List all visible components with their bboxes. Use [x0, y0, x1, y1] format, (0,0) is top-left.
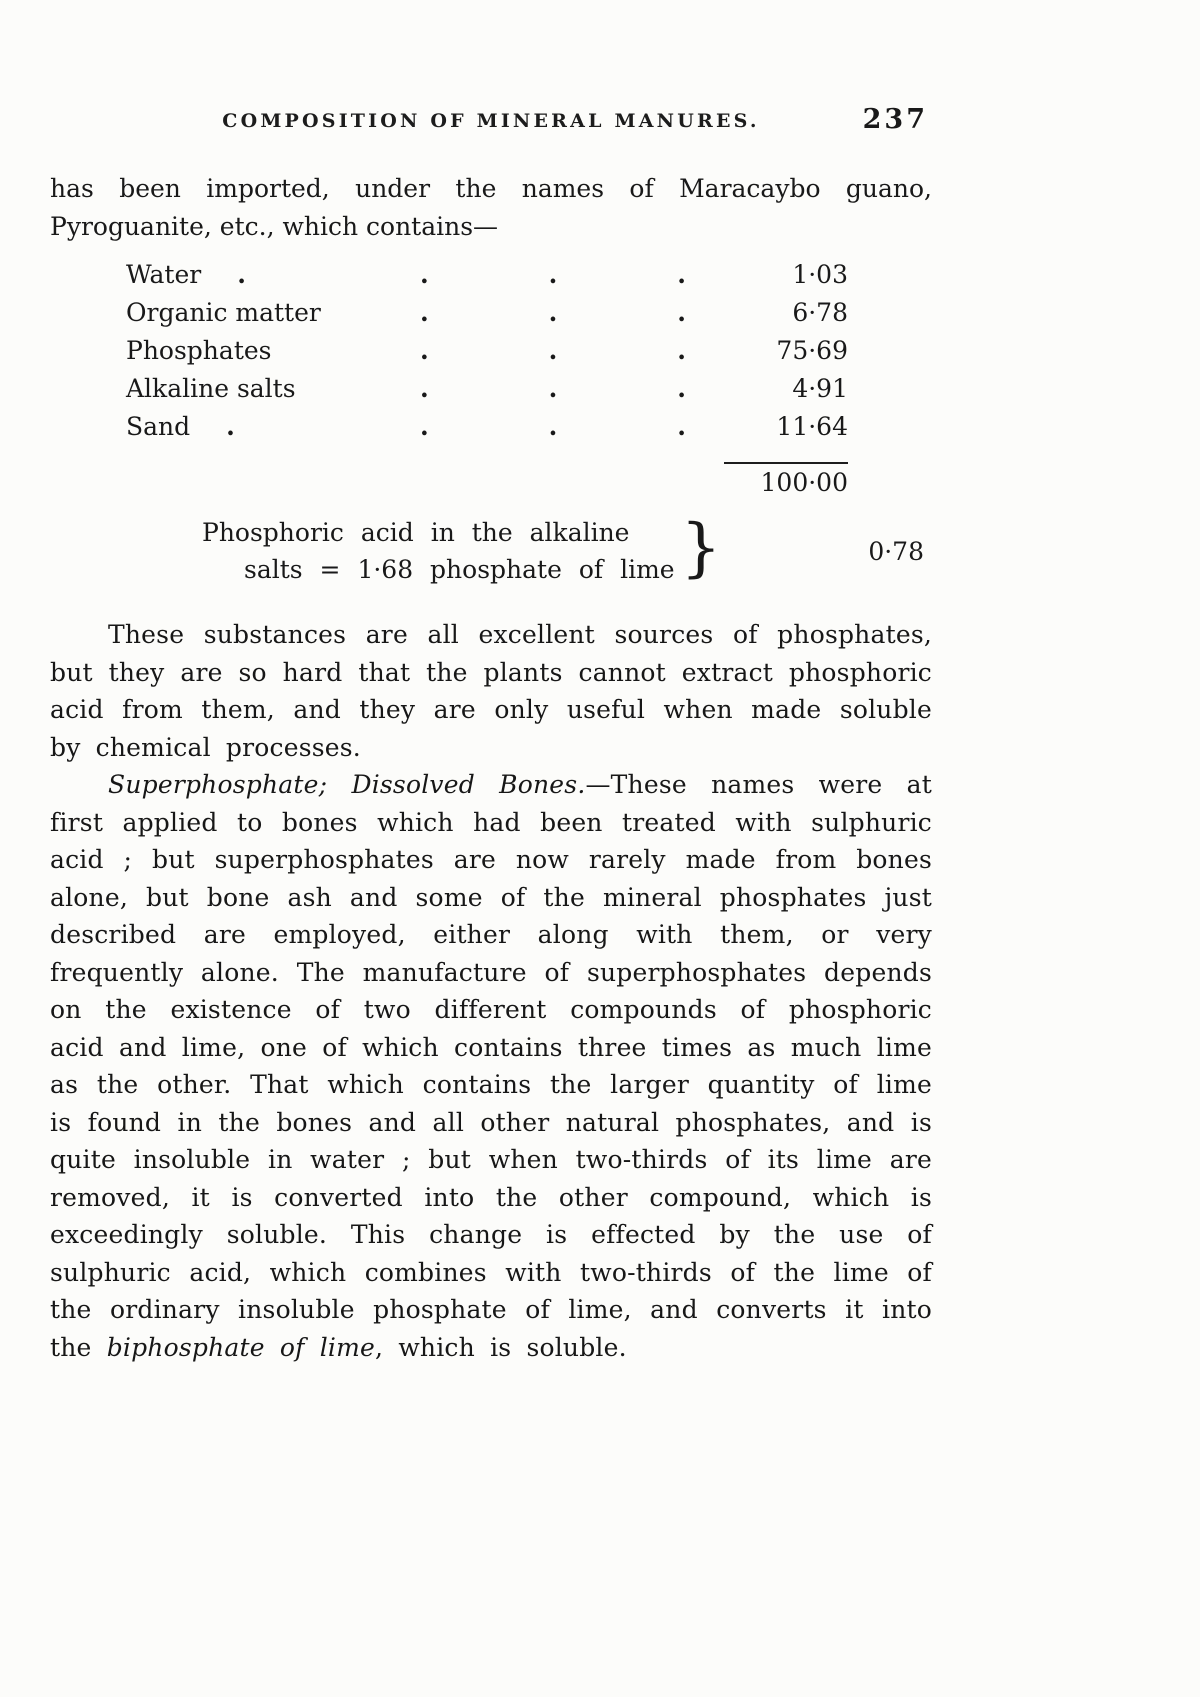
intro-line-1: has been imported, under the names of Maracaybo guano, [50, 174, 932, 203]
table-row [126, 298, 848, 336]
leader-dots [414, 374, 726, 403]
row-label: Organic matter [126, 298, 321, 327]
note-text [202, 514, 675, 588]
page-number: 237 [862, 104, 928, 135]
row-label: Sand [126, 412, 191, 441]
row-label-cell [126, 412, 414, 441]
leader-dot: . [677, 298, 686, 327]
leader-dot: . [420, 374, 429, 403]
leader-dots [414, 336, 726, 365]
note-line-2: salts = 1·68 phosphate of lime [244, 555, 675, 584]
paragraph-body-text: These names were at first applied to bones which had been treated with sulphuric acid ; but superphosphates are now rarely made from bones alone, but bone ash and some of the mineral phosphates just described are employed, either along with them, or very frequently alone. The manufacture of superphosphates depends on the existence of two different compounds of phosphoric acid and lime, one of which contains three times as much lime as the other. That which contains the larger quantity of lime is found in the bones and all other natural phosphates, and is quite insoluble in water ; but when two-thirds of its lime are removed, it is converted into the other compound, which is exceedingly soluble. This change is effected by the use of sulphuric acid, which combines with two-thirds of the lime of the ordinary insoluble phosphate of lime, and converts it into the [50, 770, 932, 1362]
leader-dot: . [548, 374, 558, 403]
row-label-cell [126, 298, 414, 327]
phosphoric-acid-note [202, 511, 924, 588]
row-value: 1·03 [792, 260, 848, 289]
row-label: Water [126, 260, 202, 289]
leader-dots [414, 260, 726, 289]
leader-dots [414, 298, 726, 327]
row-label-cell [126, 260, 414, 289]
paragraph-lead-italic: Superphosphate; Dissolved Bones. [108, 770, 586, 799]
leader-dot: . [677, 412, 686, 441]
table-row [126, 374, 848, 412]
closing-brace: } [680, 511, 722, 585]
leader-dot: . [548, 336, 558, 365]
row-label: Phosphates [126, 336, 272, 365]
leader-dot: . [548, 298, 558, 327]
biphosphate-italic: biphosphate of lime [106, 1332, 376, 1362]
intro-paragraph [50, 170, 932, 246]
leader-dot: . [420, 336, 429, 365]
leader-dot: . [677, 260, 686, 289]
row-value: 4·91 [792, 374, 848, 403]
leader-dot: . [420, 260, 429, 289]
intro-line-2: Pyroguanite, etc., which contains— [50, 212, 499, 241]
total-row [126, 468, 848, 506]
sum-divider [724, 462, 848, 464]
em-dash: — [585, 770, 611, 799]
paragraph-superphosphate [50, 766, 932, 1366]
row-label-cell [126, 374, 414, 403]
table-row [126, 412, 848, 450]
page-body [50, 616, 932, 1366]
note-line-1: Phosphoric acid in the alkaline [202, 518, 630, 547]
row-label-cell [126, 336, 414, 365]
total-value: 100·00 [760, 468, 848, 497]
page-header [50, 104, 932, 142]
leader-dot: . [420, 412, 429, 441]
leader-dot: . [237, 260, 246, 289]
leader-dot: . [548, 260, 558, 289]
table-row [126, 336, 848, 374]
leader-dots [414, 412, 726, 441]
leader-dot: . [420, 298, 429, 327]
row-label: Alkaline salts [126, 374, 296, 403]
leader-dot: . [226, 412, 235, 441]
row-value: 6·78 [792, 298, 848, 327]
paragraph-end-text: , which is soluble. [375, 1332, 627, 1362]
row-value: 75·69 [776, 336, 848, 365]
leader-dot: . [677, 374, 686, 403]
note-value: 0·78 [868, 536, 924, 566]
paragraph-sources: These substances are all excellent sources of phosphates, but they are so hard that the plants cannot extract phosphoric acid from them, and they are only useful when made soluble by chemical processes. [50, 620, 932, 762]
leader-dot: . [677, 336, 686, 365]
composition-table [126, 260, 924, 588]
table-row [126, 260, 848, 298]
row-value: 11·64 [776, 412, 848, 441]
running-title: COMPOSITION OF MINERAL MANURES. [222, 110, 760, 132]
leader-dot: . [548, 412, 558, 441]
